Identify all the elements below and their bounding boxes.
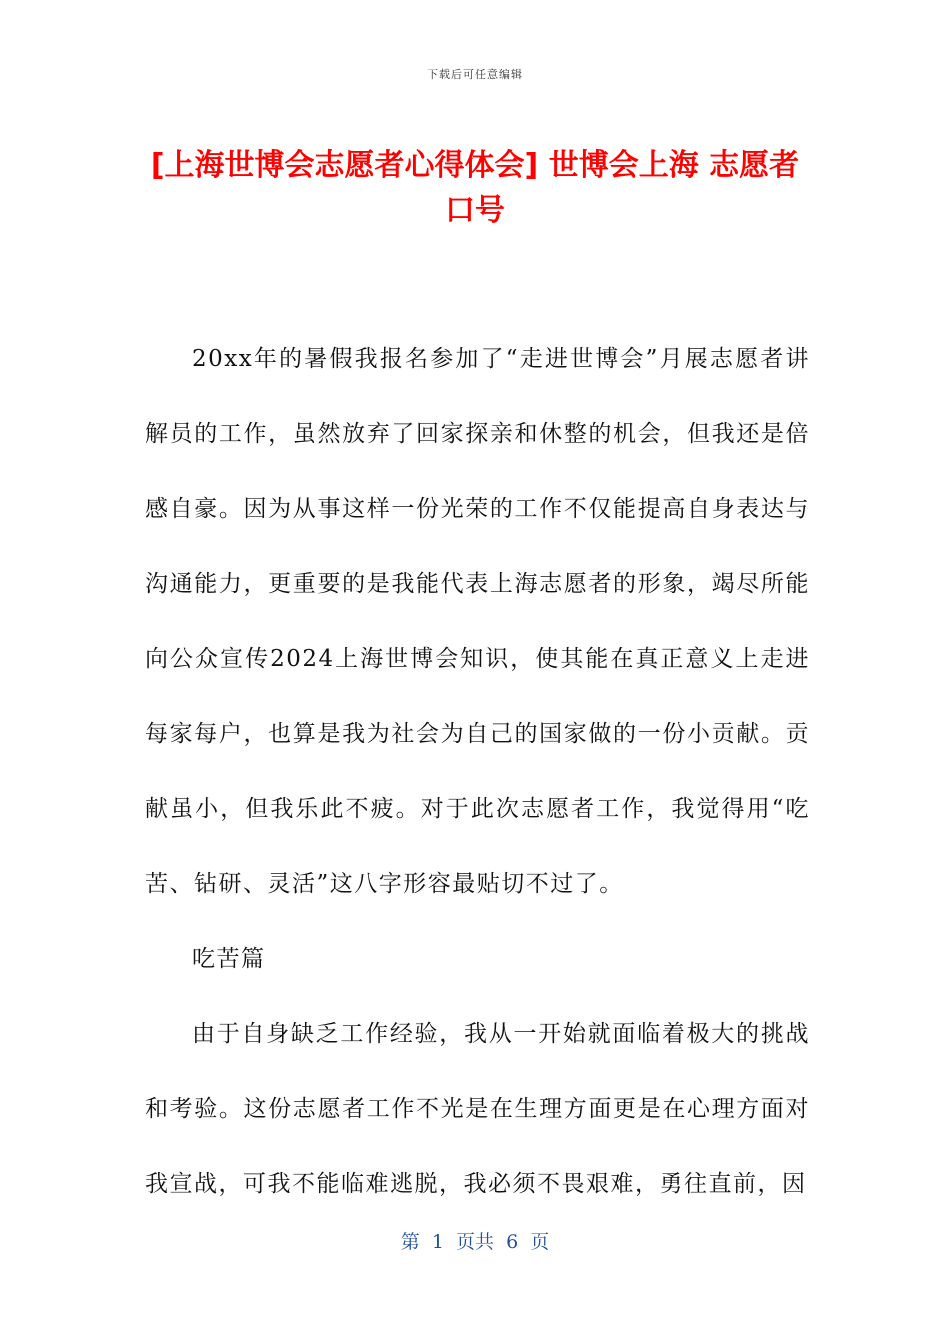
document-title: [上海世博会志愿者心得体会] 世博会上海 志愿者口号 [150,148,800,228]
header-note: 下载后可任意编辑 [427,68,523,81]
paragraph-section-1: 由于自身缺乏工作经验，我从一开始就面临着极大的挑战和考验。这份志愿者工作不光是在生理方面更是在心理方面对我宣战，可我不能临难逃脱，我必须不畏艰难，勇往直前，因 [145,1021,810,1197]
document-body [145,322,810,1222]
page-number-footer: 第 1 页共 6 页 [400,1231,550,1253]
paragraph-intro: 20xx年的暑假我报名参加了“走进世博会”月展志愿者讲解员的工作，虽然放弃了回家探亲和休整的机会，但我还是倍感自豪。因为从事这样一份光荣的工作不仅能提高自身表达与沟通能力，更重要的是我能代表上海志愿者的形象，竭尽所能向公众宣传2024上海世博会知识，使其能在真正意义上走进每家每户，也算是我为社会为自己的国家做的一份小贡献。贡献虽小，但我乐此不疲。对于此次志愿者工作，我觉得用“吃苦、钻研、灵活”这八字形容最贴切不过了。 [145,346,810,897]
section-heading: 吃苦篇 [192,946,266,972]
